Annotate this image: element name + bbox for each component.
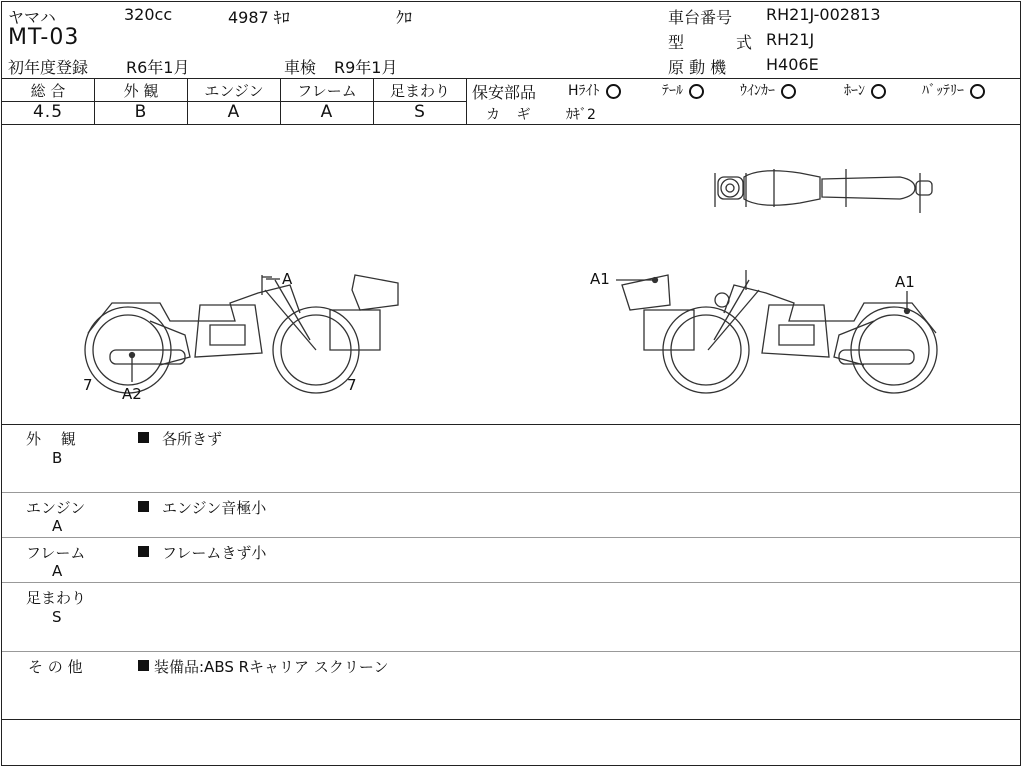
callout-left-bottom: A2 — [122, 385, 142, 403]
total-value: 4.5 — [32, 102, 64, 122]
suspension-section-grade: S — [52, 608, 62, 626]
taillight-ok-icon — [689, 84, 704, 99]
frame-grade-value: A — [320, 102, 334, 122]
type-label-1: 型 — [668, 33, 685, 52]
section-line-4 — [2, 582, 1020, 583]
other-section-note: 装備品:ABS Rキャリア スクリーン — [154, 658, 389, 676]
motorcycle-right-view — [616, 270, 937, 393]
safety-parts-label: 保安部品 — [472, 83, 537, 102]
safety-battery — [922, 80, 985, 100]
winker-label: ｳｲﾝｶｰ — [740, 83, 775, 99]
frame-number-label: 車台番号 — [668, 8, 733, 27]
section-line-5 — [2, 651, 1020, 652]
exterior-section-label: 外 観 — [26, 430, 76, 448]
displacement: 320cc — [124, 5, 173, 24]
exterior-value: B — [134, 102, 148, 122]
safety-headlight — [568, 80, 621, 100]
motorcycle-diagram — [0, 125, 1024, 425]
total-label: 総 合 — [30, 82, 66, 100]
left-front-wheel-mark: 7 — [347, 376, 357, 394]
taillight-label: ﾃｰﾙ — [662, 83, 683, 99]
color: ｸﾛ — [396, 8, 413, 27]
callout-right-right: A1 — [895, 273, 915, 291]
exterior-section-note: 各所きず — [162, 430, 223, 448]
motorcycle-top-view — [715, 169, 932, 213]
mileage: 4987 ｷﾛ — [228, 8, 290, 27]
first-registration-label: 初年度登録 — [8, 58, 89, 77]
frame-section-note: フレームきず小 — [162, 544, 267, 562]
type-label-2: 式 — [736, 33, 753, 52]
left-rear-wheel-mark: 7 — [83, 376, 93, 394]
grade-table-top — [2, 78, 1020, 79]
first-registration-value: R6年1月 — [126, 58, 190, 77]
engine-model-value: H406E — [766, 55, 819, 74]
section-bottom-line — [2, 719, 1020, 720]
exterior-label: 外 観 — [123, 82, 159, 100]
safety-winker — [740, 80, 796, 100]
headlight-label: Hﾗｲﾄ — [568, 83, 600, 99]
battery-ok-icon — [970, 84, 985, 99]
exterior-bullet-icon — [138, 432, 149, 443]
other-bullet-icon — [138, 660, 149, 671]
section-top-line — [2, 424, 1020, 425]
horn-label: ﾎｰﾝ — [844, 83, 865, 99]
grade-divider-5 — [466, 78, 467, 124]
engine-section-note: エンジン音極小 — [162, 499, 267, 517]
suspension-grade-value: S — [414, 102, 426, 122]
frame-grade-label: フレーム — [297, 82, 357, 100]
engine-model-label: 原 動 機 — [668, 58, 727, 77]
frame-bullet-icon — [138, 546, 149, 557]
inspection-label: 車検 — [284, 58, 317, 77]
section-line-3 — [2, 537, 1020, 538]
maker: ヤマハ — [8, 8, 56, 27]
safety-horn — [844, 80, 886, 100]
engine-grade-label: エンジン — [204, 82, 264, 100]
model-name: MT-03 — [8, 25, 80, 50]
type-value: RH21J — [766, 30, 815, 49]
engine-grade-value: A — [227, 102, 241, 122]
frame-section-label: フレーム — [26, 544, 86, 562]
frame-section-grade: A — [52, 562, 63, 580]
winker-ok-icon — [781, 84, 796, 99]
engine-section-grade: A — [52, 517, 63, 535]
callout-left-top: A — [282, 270, 293, 288]
battery-label: ﾊﾞｯﾃﾘｰ — [922, 83, 964, 99]
key-label: カ ギ — [486, 107, 537, 123]
suspension-section-label: 足まわり — [26, 589, 87, 607]
headlight-ok-icon — [606, 84, 621, 99]
key-value: ｶｷﾞ2 — [566, 107, 596, 123]
engine-bullet-icon — [138, 501, 149, 512]
frame-number-value: RH21J-002813 — [766, 5, 881, 24]
inspection-value: R9年1月 — [334, 58, 398, 77]
suspension-grade-label: 足まわり — [389, 82, 450, 100]
exterior-section-grade: B — [52, 449, 63, 467]
safety-taillight — [662, 80, 704, 100]
section-line-2 — [2, 492, 1020, 493]
callout-right-left: A1 — [590, 270, 610, 288]
other-section-label: そ の 他 — [28, 658, 83, 676]
horn-ok-icon — [871, 84, 886, 99]
engine-section-label: エンジン — [26, 499, 86, 517]
